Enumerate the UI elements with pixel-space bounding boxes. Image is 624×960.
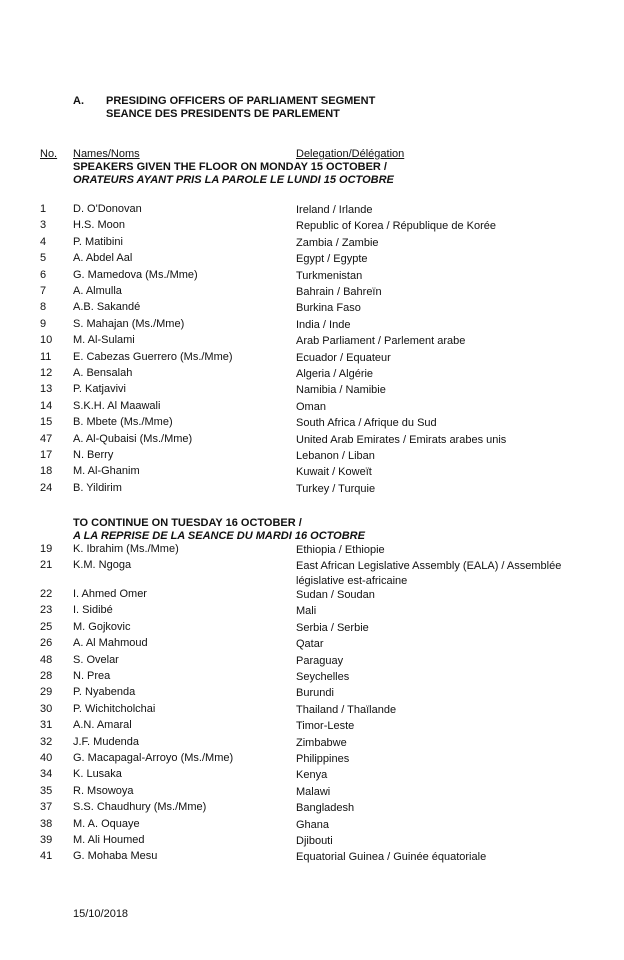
speaker-name: M. Ali Houmed: [73, 834, 145, 846]
speaker-name: A. Al-Qubaisi (Ms./Mme): [73, 432, 193, 445]
list-item: [0, 703, 624, 719]
delegation: Malawi: [296, 785, 331, 798]
list-item: [0, 400, 624, 416]
item-number: 9: [40, 317, 47, 330]
item-number: 4: [40, 235, 47, 248]
list-item: [0, 236, 624, 252]
speaker-name: A.N. Amaral: [73, 719, 132, 732]
speaker-name: M. Al-Ghanim: [73, 465, 140, 478]
delegation: Timor-Leste: [296, 720, 355, 733]
page-title: PRESIDING OFFICERS OF PARLIAMENT SEGMENT: [106, 95, 376, 107]
speaker-name: A. Abdel Aal: [73, 252, 133, 265]
item-number: 31: [40, 719, 53, 732]
list-item: [0, 834, 624, 850]
item-number: 6: [40, 268, 47, 281]
item-number: 19: [40, 543, 53, 555]
delegation: Bangladesh: [296, 802, 355, 815]
speaker-name: M. Gojkovic: [73, 620, 131, 633]
delegation: Paraguay: [296, 654, 344, 667]
speaker-name: D. O'Donovan: [73, 203, 142, 215]
speaker-name: A. Almulla: [73, 285, 122, 297]
list-item: [0, 301, 624, 317]
item-number: 10: [40, 334, 53, 347]
delegation: Zambia / Zambie: [296, 236, 379, 249]
list-item: [0, 588, 624, 604]
speaker-name: G. Macapagal-Arroyo (Ms./Mme): [73, 752, 234, 764]
list-item: [0, 543, 624, 559]
speaker-name: A. Bensalah: [73, 367, 133, 379]
item-number: 48: [40, 653, 53, 666]
speaker-name: B. Yildirim: [73, 481, 122, 494]
speaker-name: M. A. Oquaye: [73, 817, 140, 830]
speaker-name: E. Cabezas Guerrero (Ms./Mme): [73, 350, 233, 363]
column-header-names: Names/Noms: [73, 148, 140, 160]
item-number: 29: [40, 686, 53, 699]
item-number: 17: [40, 449, 53, 461]
list-item: [0, 351, 624, 367]
list-item: [0, 203, 624, 219]
speaker-name: H.S. Moon: [73, 219, 125, 232]
list-item: [0, 654, 624, 670]
speaker-name: K. Lusaka: [73, 768, 122, 781]
list-item: [0, 621, 624, 637]
item-number: 18: [40, 465, 53, 478]
speaker-name: A. Al Mahmoud: [73, 637, 148, 650]
delegation: Serbia / Serbie: [296, 621, 369, 634]
delegation: Seychelles: [296, 671, 350, 683]
list-item: [0, 637, 624, 653]
speaker-name: S. Mahajan (Ms./Mme): [73, 317, 185, 330]
section1-title: SPEAKERS GIVEN THE FLOOR ON MONDAY 15 OCTOBER /: [73, 161, 387, 173]
section2-title-french: A LA REPRISE DE LA SEANCE DU MARDI 16 OCTOBRE: [73, 530, 365, 542]
item-number: 47: [40, 432, 53, 445]
speaker-name: K.M. Ngoga: [73, 559, 132, 571]
list-item: [0, 850, 624, 866]
delegation: Bahrain / Bahreïn: [296, 286, 382, 298]
speaker-name: B. Mbete (Ms./Mme): [73, 416, 173, 429]
speaker-name: N. Prea: [73, 670, 111, 682]
list-item: [0, 768, 624, 784]
speaker-name: P. Nyabenda: [73, 686, 136, 699]
delegation: Djibouti: [296, 835, 333, 847]
speaker-name: S. Ovelar: [73, 653, 119, 666]
item-number: 14: [40, 399, 53, 412]
speaker-name: J.F. Mudenda: [73, 735, 140, 748]
delegation: Ethiopia / Ethiopie: [296, 544, 385, 556]
delegation: Equatorial Guinea / Guinée équatoriale: [296, 851, 487, 864]
list-item: [0, 670, 624, 686]
delegation: Republic of Korea / République de Korée: [296, 220, 496, 233]
list-item: [0, 285, 624, 301]
item-number: 41: [40, 850, 53, 863]
delegation: Kenya: [296, 769, 328, 782]
list-item: [0, 604, 624, 620]
delegation: Namibia / Namibie: [296, 384, 386, 397]
speaker-name: G. Mamedova (Ms./Mme): [73, 268, 198, 281]
delegation: Algeria / Algérie: [296, 368, 374, 380]
speaker-name: K. Ibrahim (Ms./Mme): [73, 543, 179, 555]
footer-date: 15/10/2018: [73, 908, 129, 920]
item-number: 7: [40, 285, 47, 297]
delegation: Kuwait / Koweït: [296, 466, 372, 479]
delegation: Turkmenistan: [296, 269, 363, 282]
column-header-no: No.: [40, 148, 58, 160]
section2-title: TO CONTINUE ON TUESDAY 16 OCTOBER /: [73, 517, 302, 529]
item-number: 37: [40, 801, 53, 814]
delegation: Burundi: [296, 687, 334, 700]
item-number: 25: [40, 620, 53, 633]
list-item: [0, 719, 624, 735]
speaker-name: I. Ahmed Omer: [73, 588, 147, 600]
column-header-delegation: Delegation/Délégation: [296, 148, 405, 160]
speaker-name: R. Msowoya: [73, 784, 134, 797]
item-number: 22: [40, 588, 53, 600]
delegation: Ghana: [296, 818, 330, 831]
list-item: [0, 219, 624, 235]
delegation: Philippines: [296, 753, 350, 765]
item-number: 1: [40, 203, 47, 215]
speaker-name: P. Katjavivi: [73, 383, 126, 396]
speaker-name: P. Wichitcholchai: [73, 702, 156, 715]
item-number: 30: [40, 702, 53, 715]
item-number: 13: [40, 383, 53, 396]
section1-title-french: ORATEURS AYANT PRIS LA PAROLE LE LUNDI 15 OCTOBRE: [73, 174, 394, 186]
list-item: [0, 482, 624, 498]
list-item: [0, 465, 624, 481]
item-number: 12: [40, 367, 53, 379]
delegation: Arab Parliament / Parlement arabe: [296, 335, 466, 348]
item-number: 5: [40, 252, 47, 265]
item-number: 24: [40, 481, 53, 494]
item-number: 38: [40, 817, 53, 830]
item-number: 34: [40, 768, 53, 781]
list-item: [0, 686, 624, 702]
list-item: [0, 367, 624, 383]
delegation: Mali: [296, 605, 317, 618]
delegation: East African Legislative Assembly (EALA) / Assemblée législative est-africaine: [296, 560, 562, 587]
speaker-name: A.B. Sakandé: [73, 301, 141, 314]
section-letter: A.: [73, 95, 84, 107]
speaker-name: N. Berry: [73, 449, 114, 461]
speaker-name: S.K.H. Al Maawali: [73, 399, 161, 412]
list-item: [0, 818, 624, 834]
speaker-name: G. Mohaba Mesu: [73, 850, 158, 863]
delegation: Ecuador / Equateur: [296, 351, 391, 364]
list-item: [0, 752, 624, 768]
delegation: Oman: [296, 400, 326, 413]
delegation: Burkina Faso: [296, 302, 361, 315]
speaker-name: S.S. Chaudhury (Ms./Mme): [73, 801, 207, 814]
delegation: Egypt / Egypte: [296, 253, 368, 266]
delegation: Lebanon / Liban: [296, 450, 375, 462]
delegation: Turkey / Turquie: [296, 482, 376, 495]
list-item: [0, 433, 624, 449]
item-number: 40: [40, 752, 53, 764]
list-item: [0, 785, 624, 801]
item-number: 23: [40, 604, 53, 617]
item-number: 26: [40, 637, 53, 650]
page-title-french: SEANCE DES PRESIDENTS DE PARLEMENT: [106, 108, 340, 120]
list-item: [0, 269, 624, 285]
item-number: 3: [40, 219, 47, 232]
list-item: [0, 252, 624, 268]
item-number: 35: [40, 784, 53, 797]
speaker-name: M. Al-Sulami: [73, 334, 135, 347]
list-item: [0, 801, 624, 817]
item-number: 21: [40, 559, 53, 571]
list-item: [0, 383, 624, 399]
item-number: 28: [40, 670, 53, 682]
delegation: Zimbabwe: [296, 736, 347, 749]
speaker-name: I. Sidibé: [73, 604, 113, 617]
delegation: Sudan / Soudan: [296, 589, 375, 601]
delegation: Qatar: [296, 638, 324, 651]
list-item: [0, 449, 624, 465]
item-number: 32: [40, 735, 53, 748]
list-item: [0, 318, 624, 334]
delegation: United Arab Emirates / Emirats arabes unis: [296, 433, 507, 446]
delegation: Ireland / Irlande: [296, 204, 373, 216]
item-number: 8: [40, 301, 47, 314]
item-number: 15: [40, 416, 53, 429]
list-item: [0, 334, 624, 350]
delegation: South Africa / Afrique du Sud: [296, 417, 437, 430]
delegation: Thailand / Thaïlande: [296, 703, 397, 716]
list-item: [0, 736, 624, 752]
delegation: India / Inde: [296, 318, 351, 331]
list-item: [0, 559, 624, 587]
speaker-name: P. Matibini: [73, 235, 123, 248]
item-number: 39: [40, 834, 53, 846]
item-number: 11: [40, 350, 52, 363]
list-item: [0, 416, 624, 432]
